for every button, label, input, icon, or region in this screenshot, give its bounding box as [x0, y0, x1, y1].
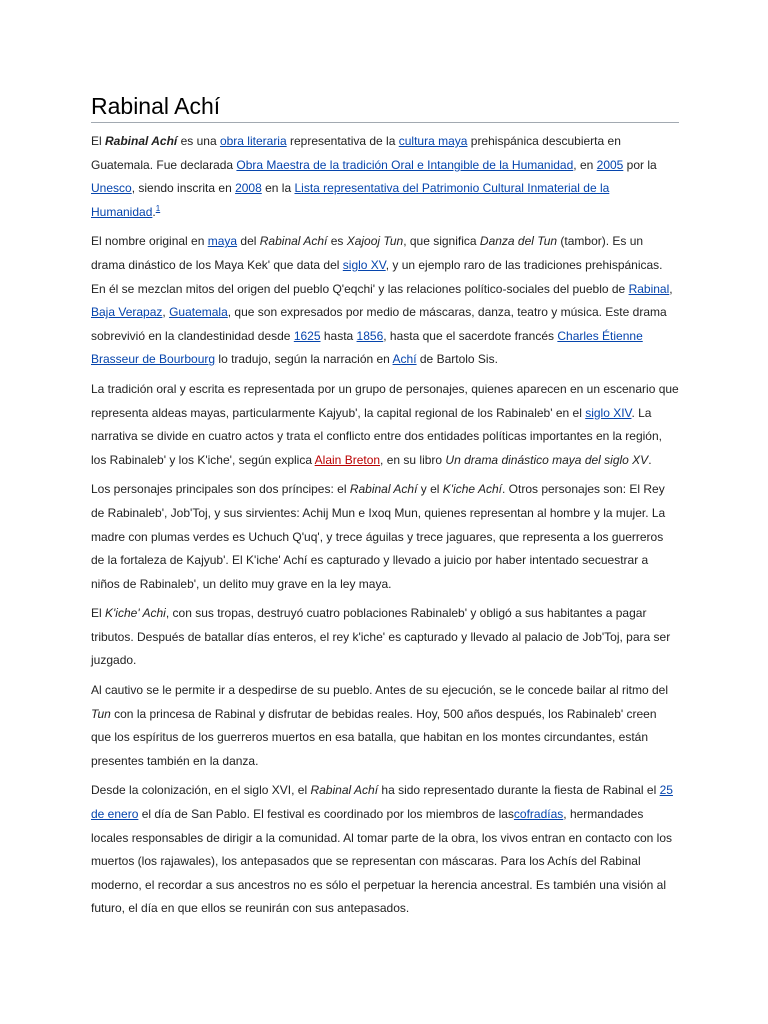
italic-term: Xajooj Tun	[346, 234, 404, 249]
text: en la	[261, 181, 295, 196]
link-rabinal[interactable]: Rabinal	[628, 281, 670, 296]
text: La tradición oral y escrita es representada por un grupo de personajes, quienes aparecen en un escenario que representa aldeas mayas, particularmente Kajyub', la capital regional de los Rabinaleb' en el	[91, 381, 679, 420]
italic-term: Rabinal Achí	[310, 783, 379, 798]
text: , que significa	[403, 234, 480, 249]
text: con la princesa de Rabinal y disfrutar de bebidas reales. Hoy, 500 años después, los Rabinaleb' creen que los espíritus de los guerreros muertos en esa batalla, que habitan en los montes circundantes, están presentes también en la danza.	[91, 706, 657, 768]
link-cultura-maya[interactable]: cultura maya	[398, 134, 468, 148]
italic-term: Rabinal Achí	[349, 482, 418, 497]
text: , siendo inscrita en	[131, 181, 236, 196]
link-achi[interactable]: Achí	[392, 352, 417, 367]
link-brasseur-de-bourbourg[interactable]: Charles Étienne Brasseur de Bourbourg	[91, 328, 643, 367]
link-baja-verapaz[interactable]: Baja Verapaz	[91, 305, 163, 320]
text: .	[648, 452, 652, 467]
link-1856[interactable]: 1856	[356, 328, 384, 343]
text: del	[237, 234, 260, 249]
text: de Bartolo Sis.	[416, 352, 498, 367]
text: representativa de la	[286, 134, 399, 148]
text: , hermandades locales responsables de dirigir a la comunidad. Al tomar parte de la obra, los vivos entran en contacto con los muertos (los rajawales), los antepasados que se representan con máscaras. Para los Achís del Rabinal moderno, el recordar a sus ancestros no es sólo el perpetuar la herencia ancestral. Es también una visión al futuro, el día en que ellos se reunirán con sus antepasados.	[91, 807, 672, 916]
text: ha sido representado durante la fiesta de Rabinal el	[378, 783, 660, 798]
text: es una	[177, 134, 220, 148]
text: El	[91, 134, 106, 148]
text: ,	[162, 305, 170, 320]
link-unesco[interactable]: Unesco	[91, 181, 132, 196]
link-cofradias[interactable]: cofradías	[513, 807, 564, 822]
text: el día de San Pablo. El festival es coordinado por los miembros de las	[138, 807, 514, 822]
text: (tambor). Es un drama dinástico de los Maya Kek' que data del	[91, 234, 644, 272]
italic-term: K'iche Achí	[442, 482, 502, 497]
link-1625[interactable]: 1625	[293, 328, 321, 343]
name-paragraph	[91, 230, 679, 372]
tradition-paragraph	[91, 378, 679, 472]
text: . La narrativa se divide en cuatro actos y trata el conflicto entre dos entidades políticas importantes en la región, los Rabinaleb' y los K'iche', según explica	[91, 405, 662, 467]
bold-term: Rabinal Achí	[105, 134, 178, 148]
text: , en	[573, 157, 597, 172]
text: y el	[417, 482, 443, 497]
link-alain-breton[interactable]: Alain Breton	[314, 452, 381, 467]
page-title: Rabinal Achí	[91, 92, 679, 123]
characters-paragraph	[91, 478, 679, 596]
text: , que son expresados por medio de máscaras, danza, teatro y música. Este drama sobrevivió en la clandestinidad desde	[91, 305, 667, 343]
text: , hasta que el sacerdote francés	[383, 328, 558, 343]
text: Al cautivo se le permite ir a despedirse de su pueblo. Antes de su ejecución, se le concede bailar al ritmo del	[91, 683, 668, 698]
text: lo tradujo, según la narración en	[215, 352, 393, 367]
italic-book-title: Un drama dinástico maya del siglo XV	[445, 452, 649, 467]
link-lista-representativa[interactable]: Lista representativa del Patrimonio Cultural Inmaterial de la Humanidad	[91, 181, 610, 219]
italic-term: K'iche' Achi	[105, 606, 166, 621]
text: ,	[669, 281, 673, 296]
colonization-paragraph	[91, 779, 679, 921]
link-siglo-xiv[interactable]: siglo XIV	[585, 405, 632, 420]
text: hasta	[320, 328, 357, 343]
italic-term: Rabinal Achí	[259, 234, 328, 249]
text: , y un ejemplo raro de las tradiciones prehispánicas. En él se mezclan mitos del origen del pueblo Q'eqchi' y las relaciones político-sociales del pueblo de	[91, 257, 663, 296]
text: , en su libro	[380, 452, 446, 467]
text: . Otros personajes son: El Rey de Rabinaleb', Job'Toj, y sus sirvientes: Achij Mun e Ixoq Mun, quienes representan al hombre y la mujer. La madre con plumas verdes es Uchuch Q'uq', y trece águilas y trece jaguares, que representa a los guerreros de la fortaleza de Kajyub'. El K'iche' Achí es capturado y llevado a juicio por haber intentado secuestrar a niños de Rabinaleb', un delito muy grave en la ley maya.	[91, 482, 666, 591]
link-guatemala[interactable]: Guatemala	[169, 305, 228, 320]
text: Desde la colonización, en el siglo XVI, el	[91, 783, 311, 798]
link-siglo-xv[interactable]: siglo XV	[342, 257, 386, 272]
text: es	[327, 234, 347, 249]
link-obra-maestra[interactable]: Obra Maestra de la tradición Oral e Intangible de la Humanidad	[236, 157, 574, 172]
reference-1[interactable]: 1	[155, 203, 161, 213]
text: , con sus tropas, destruyó cuatro poblaciones Rabinaleb' y obligó a sus habitantes a pagar tributos. Después de batallar días enteros, el rey k'iche' es capturado y llevado al palacio de Job'Toj, para ser juzgado.	[91, 606, 671, 668]
link-25-de-enero[interactable]: 25 de enero	[91, 783, 673, 822]
link-2005[interactable]: 2005	[596, 157, 624, 172]
intro-paragraph	[91, 130, 679, 224]
article	[91, 92, 679, 921]
text: El nombre original en	[91, 234, 208, 249]
text: .	[152, 204, 156, 219]
text: prehispánica descubierta en Guatemala. Fue declarada	[91, 134, 621, 172]
text: Los personajes principales son dos príncipes: el	[91, 482, 350, 497]
text: El	[91, 606, 106, 621]
captive-paragraph	[91, 679, 679, 773]
italic-term: Tun	[91, 706, 111, 721]
text: por la	[623, 157, 657, 172]
italic-term: Danza del Tun	[479, 234, 558, 249]
link-2008[interactable]: 2008	[235, 181, 262, 196]
link-obra-literaria[interactable]: obra literaria	[219, 134, 287, 148]
troops-paragraph	[91, 602, 679, 673]
link-maya[interactable]: maya	[207, 234, 238, 249]
